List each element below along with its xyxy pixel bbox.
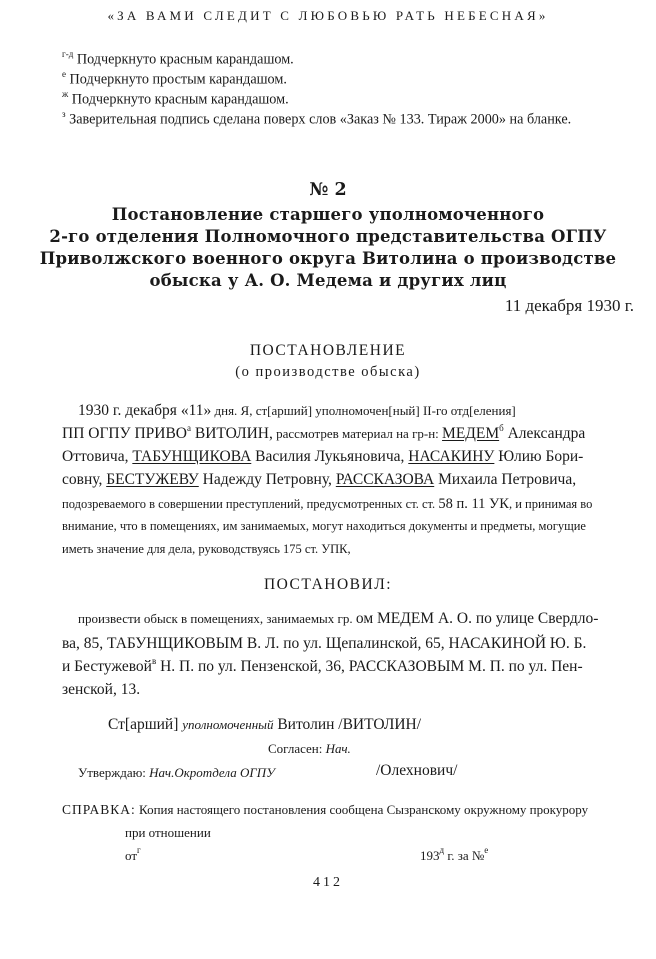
note-line: при отношении (125, 825, 211, 840)
decree-line: 1930 г. декабря «11» дня. Я, ст[арший] уполномочен[ный] II-го отд[еления] (78, 402, 516, 419)
signature-line: Ст[арший] уполномоченный Витолин /ВИТОЛИН/ (108, 716, 422, 733)
decree-line: ПП ОГПУ $ПРИВО^а$ ВИТОЛИН, рассмотрев материал на гр-н: $МЕДЕМ^б$ Александра (62, 423, 586, 442)
document-title-line: Приволжского военного округа Витолина о производстве (39, 249, 617, 268)
footnote: $^з$ Заверительная подпись сделана поверх слов «Заказ № 133. Тираж 2000» на бланке. (62, 109, 572, 128)
decree-heading: ПОСТАНОВЛЕНИЕ (249, 342, 407, 359)
footnote: $^{г-д}$ Подчеркнуто красным карандашом. (62, 49, 294, 68)
note-line: СПРАВКА: Копия настоящего постановления сообщена Сызранскому окружному прокурору (62, 802, 589, 817)
document-title-line: обыска у А. О. Медема и других лиц (149, 271, 507, 290)
document-title-line: Постановление старшего уполномоченного (111, 205, 545, 224)
decree-line: иметь значение для дела, руководствуясь 175 ст. УПК, (62, 542, 351, 556)
footnote: $^ж$ Подчеркнуто красным карандашом. (62, 89, 289, 108)
resolution-heading: ПОСТАНОВИЛ: (263, 576, 393, 593)
document-title-line: 2-го отделения Полномочного представительства ОГПУ (49, 227, 607, 246)
decree-subheading: (о производстве обыска) (235, 364, 421, 380)
decree-line: внимание, что в помещениях, им занимаемых, могут находиться документы и предметы, могущие (62, 519, 586, 533)
decree-line: Оттовича, ТАБУНЩИКОВА Василия Лукьяновича, НАСАКИНУ Юлию Бори- (62, 448, 584, 465)
decree-line: совну, БЕСТУЖЕВУ Надежду Петровну, РАССКАЗОВА Михаила Петровича, (62, 471, 577, 488)
resolution-line: произвести обыск в помещениях, занимаемых гр. ом МЕДЕМ А. О. по улице Свердло- (78, 610, 599, 627)
resolution-line: ва, 85, ТАБУНЩИКОВЫМ В. Л. по ул. Щепалинской, 65, НАСАКИНОЙ Ю. Б. (62, 635, 587, 652)
resolution-line: и Бестужевой$^в$ Н. П. по ул. Пензенской, 36, РАССКАЗОВЫМ М. П. по ул. Пен- (62, 656, 583, 675)
resolution-line: зенской, 13. (62, 681, 141, 698)
decree-line: подозреваемого в совершении преступлений, предусмотренных ст. ст. 58 п. 11 УК, и принимая во (62, 496, 593, 512)
running-header: «ЗА ВАМИ СЛЕДИТ С ЛЮБОВЬЮ РАТЬ НЕБЕСНАЯ» (107, 8, 549, 23)
approval-line: Согласен: Нач. (268, 741, 351, 756)
document-date: 11 декабря 1930 г. (504, 296, 634, 315)
approver-name: /Олехнович/ (376, 762, 458, 779)
note-line: $от^г$ (125, 845, 141, 863)
document-number: № 2 (309, 180, 347, 200)
approval-line: Утверждаю: Нач.Окротдела ОГПУ (78, 765, 275, 780)
footnote: $^е$ Подчеркнуто простым карандашом. (62, 69, 287, 88)
page-number: 412 (313, 875, 343, 890)
note-line: $193^д$ г. за №$^е$ (420, 845, 489, 863)
